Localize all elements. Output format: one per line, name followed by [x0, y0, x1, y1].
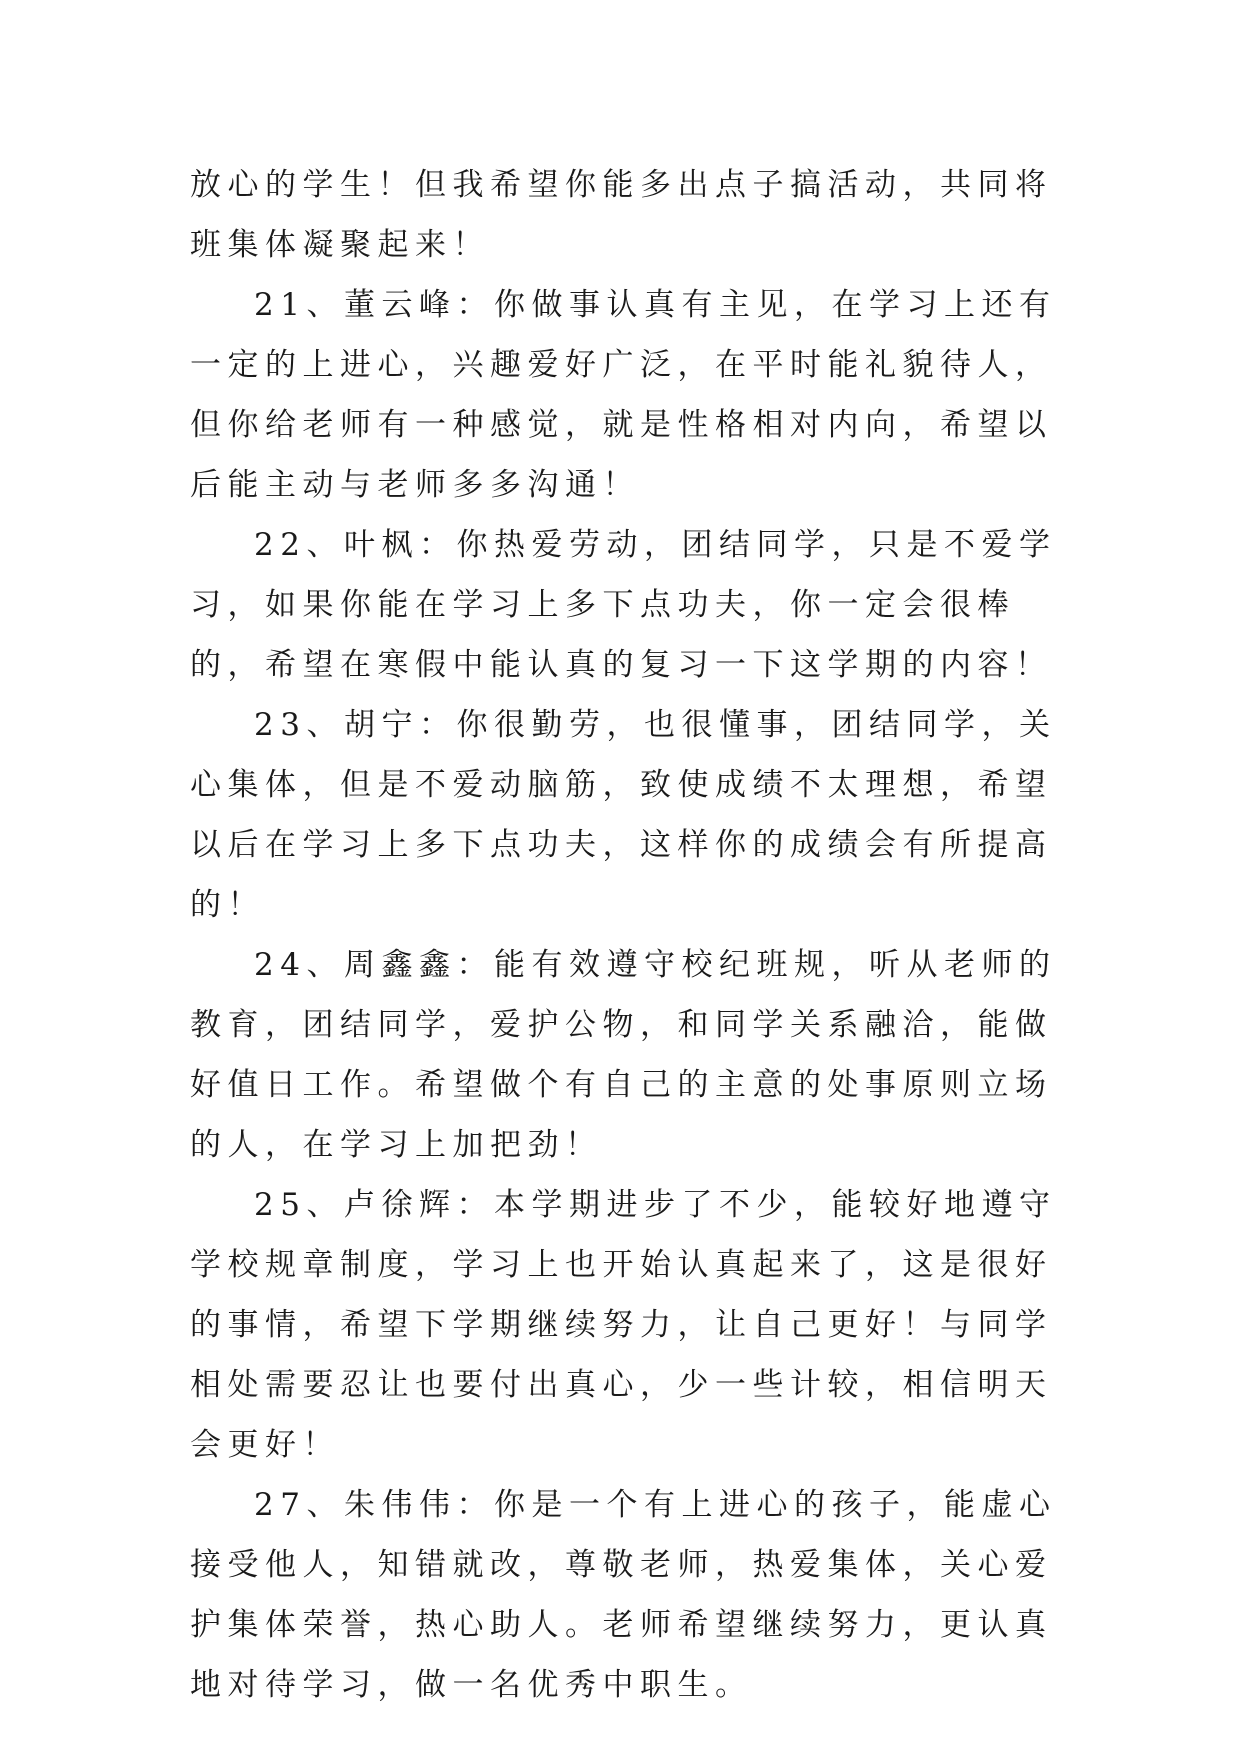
paragraph-comment-21: 21、董云峰：你做事认真有主见，在学习上还有一定的上进心，兴趣爱好广泛，在平时能礼貌待人，但你给老师有一种感觉，就是性格相对内向，希望以后能主动与老师多多沟通！: [190, 287, 1057, 503]
paragraph-comment-27: 27、朱伟伟：你是一个有上进心的孩子，能虚心接受他人，知错就改，尊敬老师，热爱集体，关心爱护集体荣誉，热心助人。老师希望继续努力，更认真地对待学习，做一名优秀中职生。: [190, 1487, 1057, 1703]
paragraph-comment-24: 24、周鑫鑫：能有效遵守校纪班规，听从老师的教育，团结同学，爱护公物，和同学关系融洽，能做好值日工作。希望做个有自己的主意的处事原则立场的人，在学习上加把劲！: [190, 947, 1057, 1163]
paragraph-continuation: 放心的学生！但我希望你能多出点子搞活动，共同将班集体凝聚起来！: [190, 167, 1053, 263]
paragraph-comment-22: 22、叶枫：你热爱劳动，团结同学，只是不爱学习，如果你能在学习上多下点功夫，你一定会很棒的，希望在寒假中能认真的复习一下这学期的内容！: [190, 527, 1057, 683]
paragraph-comment-23: 23、胡宁：你很勤劳，也很懂事，团结同学，关心集体，但是不爱动脑筋，致使成绩不太理想，希望以后在学习上多下点功夫，这样你的成绩会有所提高的！: [190, 707, 1057, 923]
document-body: [190, 155, 1070, 1715]
paragraph-comment-25: 25、卢徐辉：本学期进步了不少，能较好地遵守学校规章制度，学习上也开始认真起来了，这是很好的事情，希望下学期继续努力，让自己更好！与同学相处需要忍让也要付出真心，少一些计较，相信明天会更好！: [190, 1187, 1057, 1463]
